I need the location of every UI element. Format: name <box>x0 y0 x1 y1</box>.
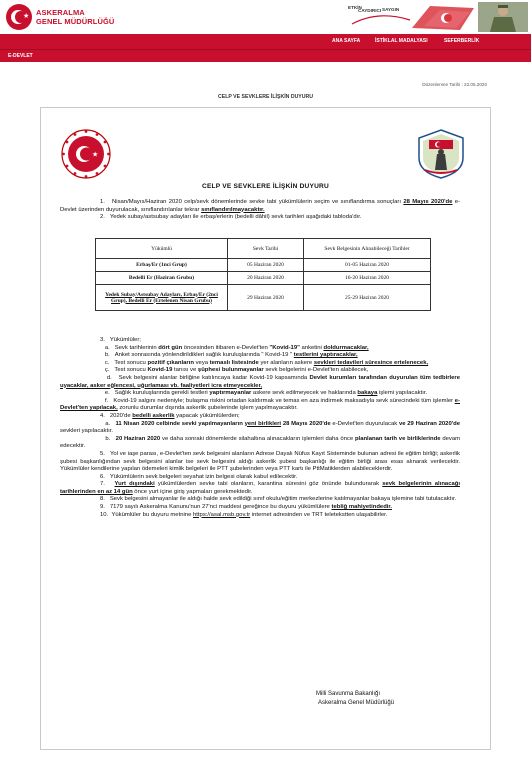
table-cell: 05 Haziran 2020 <box>228 259 304 272</box>
table-cell: Yedek Subay/Astsubay Adayları, Erbaş/Er (2nci Grup), Bedelli Er (Ertelenen Nisan Grubu) <box>96 285 228 311</box>
signature-directorate: Askeralma Genel Müdürlüğü <box>318 700 395 706</box>
schedule-table <box>95 238 431 311</box>
slogan-flourish-icon <box>348 2 414 32</box>
column-header: Sevk Belgesinin Alınabileceği Tarihler <box>304 239 431 259</box>
page-title: CELP VE SEVKLERE İLİŞKİN DUYURU <box>217 94 314 100</box>
table-header-row <box>96 239 431 259</box>
table-row <box>96 259 431 272</box>
signature-block <box>316 690 394 708</box>
nav-istiklal-madalyasi[interactable]: İSTİKLAL MADALYASI <box>375 38 428 44</box>
msb-logo-icon[interactable]: ★ <box>6 4 32 30</box>
subnav-edevlet[interactable]: E-DEVLET <box>8 53 33 59</box>
slogan-word-3: SAYGIN <box>382 7 400 12</box>
table-cell: Bedelli Er (Haziran Grubu) <box>96 272 228 285</box>
table-cell: 20 Haziran 2020 <box>228 272 304 285</box>
slogan-banner <box>348 2 414 32</box>
org-name-line1: ASKERALMA <box>36 8 85 17</box>
updated-date: Düzenlenme Tarihi : 22.05.2020 <box>422 82 487 87</box>
table-row <box>96 272 431 285</box>
table-cell: 29 Haziran 2020 <box>228 285 304 311</box>
askeralma-seal-icon <box>415 128 467 180</box>
svg-text:★: ★ <box>92 150 99 159</box>
document-title: CELP VE SEVKLERE İLİŞKİN DUYURU <box>202 183 329 190</box>
org-name[interactable] <box>36 8 114 26</box>
slogan-word-1: ETKİN <box>348 5 362 10</box>
table-cell: 01-05 Haziran 2020 <box>304 259 431 272</box>
nav-home[interactable]: ANA SAYFA <box>332 38 361 44</box>
table-cell: 16-20 Haziran 2020 <box>304 272 431 285</box>
org-name-line2: GENEL MÜDÜRLÜĞÜ <box>36 17 115 26</box>
main-nav <box>0 34 531 49</box>
soldier-portrait-icon <box>478 2 528 32</box>
flag-banner-icon <box>410 2 480 32</box>
column-header: Sevk Tarihi <box>228 239 304 259</box>
table-cell: Erbaş/Er (1nci Grup) <box>96 259 228 272</box>
paragraph-1: 1. Nisan/Mayıs/Haziran 2020 celp/sevk dönemlerinde sevke tabi yükümlülerin seçim ve sınıflandırma sonuçları 28 Mayıs 2020'de e-Devlet üzerinden duyurulacak, sınıflandırılanlar tekrar sınıflandırılmayacaktır. 2. Yedek subay/astsubay adayları ile erbaş/erlerin (bedelli dâhil) sevk tarihleri aşağıdaki tabloda'dır. <box>60 199 461 221</box>
slogan-word-2: CAYDIRICI <box>358 8 382 13</box>
table-row <box>96 285 431 311</box>
signature-ministry: Milli Savunma Bakanlığı <box>316 691 381 697</box>
column-header: Yükümlü <box>96 239 228 259</box>
site-header <box>0 0 531 34</box>
nav-seferberlik[interactable]: SEFERBERLİK <box>444 38 480 44</box>
paragraph-3: 3. Yükümlüler; a. Sevk tarihlerinin dört gün öncesinden itibaren e-Devlet'ten "Kovid-19" anketini doldurmacaklar, b. Anket sonrasında yönlendirildikleri sağlık kuruluşlarında " Kovid-19 " testlerini yaptıracaklar, c. Test sonucu pozitif çıkanların veya temaslı listesinde yer alanların askere sevkleri tedavileri süresince ertelenecek, ç. Test sonucu Kovid-19 tanısı ve şüphesi bulunmayanlar sevk belgelerini e-Devlet'ten alabilecek, d. Sevk belgesini alanlar birliğine katılıncaya kadar Kovid-19 kapsamında Devlet kurumları tarafından duyurulan tüm tedbirlere uyacaklar, asker eğlencesi, uğurlaması vb. faaliyetleri icra etmeyecekler, e. Sağlık kuruluşlarında gerekli testleri yaptırmayanlar askere sevk edilmeyecek ve haklarında bakaya işlemi yapılacaktır. f. Kovid-19 salgını nedeniyle; bulaşma riskini ortadan kaldırmak ve temas en aza indirmek maksadıyla sevk sürecindeki tüm işlemler e-Devlet'ten yapılacak, zorunlu durumlar dışında askerlik şubelerinde işlem yapılmayacaktır. 4. 2020'de bedelli askerlik yapacak yükümlülerden; a. 11 Nisan 2020 celbinde sevki yapılmayanların yeni birlikleri 28 Mayıs 2020'de e-Devlet'ten duyurulacak ve 29 Haziran 2020'de sevkleri yapılacaktır. b. 20 Haziran 2020 ve daha sonraki dönemlerde silahaltına alınacakların işlemleri daha önce planlanan tarih ve birliklerinde devam edecektir. 5. Yol ve iaşe parası, e-Devlet'ten sevk belgesini alanların Adrese Dayalı Nüfus Kayıt Sisteminde bulunan adresi ile eğitim birliği; askerlik şubesi başkanlığından sevk belgesini alanlar ise sevk belgesini aldığı askerlik şubesi başkanlığı ile eğitim birliği arası esas alınarak verilecektir. Yükümlüler kendilerine yapılan ödemeleri kimlik belgeleri ile PTT şubelerinden veya PTT kartı ile PttMatiklerden alabileceklerdir. 6. Yükümlülerin sevk belgeleri seyahat izin belgesi olarak kabul edilecektir. 7. Yurt dışındaki yükümlülerden sevke tabi olanların, karantina süresini göz önünde bulundurarak sevk belgelerinin alınacağı tarihlerinden en az 14 gün önce yurt içine giriş yapmaları gerekmektedir. 8. Sevk belgesini almayanlar ile aldığı halde sevk edildiği sınıf okulu/eğitim merkezlerine katılmayanlar bakaya işlemine tabi tutulacaktır. 9. 7179 sayılı Askeralma Kanunu'nun 27'nci maddesi gereğince bu duyuru yükümlülere tebliğ mahiyetindedir. 10. Yükümlüler bu duyuru metnine https://asal.msb.gov.tr internet adresinden ve TRT teletekstten ulaşabilirler. <box>60 337 461 518</box>
msb-seal-icon <box>60 128 112 180</box>
sub-nav <box>0 49 531 62</box>
table-cell: 25-29 Haziran 2020 <box>304 285 431 311</box>
